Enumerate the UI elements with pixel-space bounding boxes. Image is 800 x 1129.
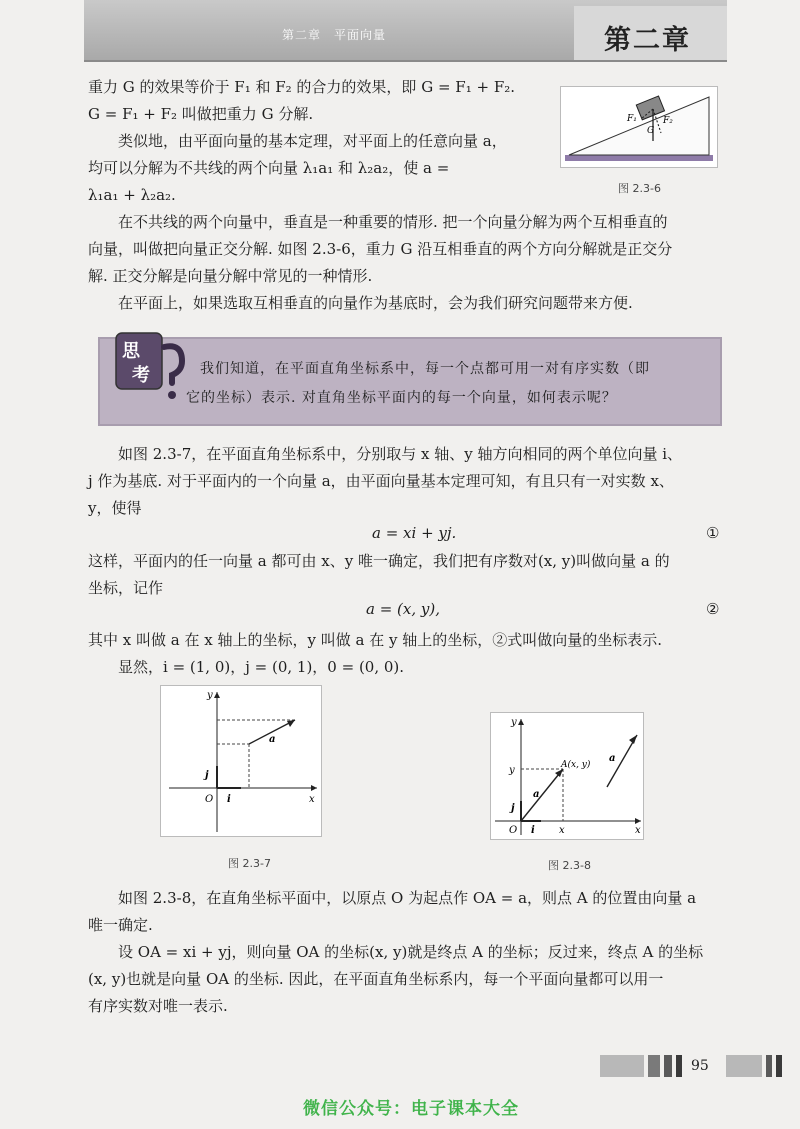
y-axis-arrow xyxy=(214,692,220,698)
block xyxy=(636,96,664,120)
origin-label: O xyxy=(509,825,518,836)
i-label: i xyxy=(227,794,231,805)
text-line: 解. 正交分解是向量分解中常见的一种情形. xyxy=(88,267,373,285)
i-label: i xyxy=(531,825,535,836)
vector-oa xyxy=(521,769,563,821)
x-tick-label: x xyxy=(559,825,565,836)
think-icon xyxy=(112,325,186,405)
text-line: 类似地，由平面向量的基本定理，对平面上的任意向量 a， xyxy=(118,132,507,150)
text-line: λ₁a₁ + λ₂a₂. xyxy=(88,186,176,204)
text-line: 重力 G 的效果等价于 F₁ 和 F₂ 的合力的效果，即 G = F₁ + F₂. xyxy=(88,78,516,96)
watermark: 微信公众号：电子课本大全 xyxy=(303,1099,519,1119)
a-label: a xyxy=(269,734,276,745)
x-axis-arrow xyxy=(635,818,641,824)
f2-label: F₂ xyxy=(663,116,673,126)
chapter-tab-label: 第二章 xyxy=(604,25,691,56)
figure-caption: 图 2.3-6 xyxy=(618,182,661,195)
x-axis-arrow xyxy=(311,785,317,791)
text-line: 均可以分解为不共线的两个向量 λ₁a₁ 和 λ₂a₂，使 a = xyxy=(88,159,450,177)
j-label: j xyxy=(205,770,209,781)
text-line: 唯一确定. xyxy=(88,916,153,934)
question-mark-icon xyxy=(164,346,182,383)
equation-2: a = (x, y), xyxy=(366,600,440,618)
text-line: 显然，i = (1, 0)，j = (0, 1)，0 = (0, 0). xyxy=(118,658,405,676)
text-line: 向量，叫做把向量正交分解. 如图 2.3-6，重力 G 沿互相垂直的两个方向分解就是正交分 xyxy=(88,240,673,258)
y-axis-label: y xyxy=(207,690,213,701)
figure-2-3-6 xyxy=(560,86,718,168)
text-line: 如图 2.3-7，在平面直角坐标系中，分别取与 x 轴、y 轴方向相同的两个单位向量 i、 xyxy=(118,445,683,463)
y-tick-label: y xyxy=(509,765,515,776)
text-line: 设 OA = xi + yj，则向量 OA 的坐标(x, y)就是终点 A 的坐标；反过来，终点 A 的坐标 xyxy=(118,943,704,961)
think-char-1: 思 xyxy=(122,341,140,362)
text-line: 坐标，记作 xyxy=(88,579,164,597)
ground-strip xyxy=(565,155,713,161)
equation-1: a = xi + yj. xyxy=(372,524,457,542)
think-text xyxy=(186,355,710,413)
header-title: 第二章 平面向量 xyxy=(282,28,387,42)
question-dot xyxy=(168,391,176,399)
a-free-label: a xyxy=(609,753,616,764)
figure-caption: 图 2.3-7 xyxy=(228,857,271,870)
point-a-label: A(x, y) xyxy=(561,760,591,770)
x-axis-label: x xyxy=(635,825,641,836)
text-line: 在平面上，如果选取互相垂直的向量作为基底时，会为我们研究问题带来方便. xyxy=(118,294,633,312)
text-line: j 作为基底. 对于平面内的一个向量 a，由平面向量基本定理可知，有且只有一对实数 x、 xyxy=(88,472,674,490)
y-axis-arrow xyxy=(518,719,524,725)
text-line: G = F₁ + F₂ 叫做把重力 G 分解. xyxy=(88,105,314,123)
text-line: 如图 2.3-8，在直角坐标平面中，以原点 O 为起点作 OA = a，则点 A 的位置由向量 a xyxy=(118,889,697,907)
text-line: 这样，平面内的任一向量 a 都可由 x、y 唯一确定，我们把有序数对(x, y)叫做向量 a 的 xyxy=(88,552,670,570)
equation-1-number: ① xyxy=(706,524,720,542)
figure-caption: 图 2.3-8 xyxy=(548,859,591,872)
figure-2-3-7 xyxy=(160,685,322,837)
text-line: y，使得 xyxy=(88,499,142,517)
g-label: G xyxy=(647,126,655,136)
y-axis-label: y xyxy=(511,717,517,728)
vector-oa-head xyxy=(555,769,563,777)
equation-2-number: ② xyxy=(706,600,720,618)
origin-label: O xyxy=(205,794,214,805)
chapter-tab xyxy=(574,6,727,60)
think-line-2: 它的坐标）表示. 对直角坐标平面内的每一个向量，如何表示呢？ xyxy=(186,390,617,406)
think-char-2: 考 xyxy=(132,365,150,386)
a-label: a xyxy=(533,789,540,800)
x-axis-label: x xyxy=(309,794,315,805)
think-line-1: 我们知道，在平面直角坐标系中，每一个点都可用一对有序实数（即 xyxy=(200,361,650,377)
j-label: j xyxy=(511,803,515,814)
f1-label: F₁ xyxy=(627,114,637,124)
text-line: (x, y)也就是向量 OA 的坐标. 因此，在平面直角坐标系内，每一个平面向量都可以用一 xyxy=(88,970,664,988)
vector-a-free-head xyxy=(629,735,637,744)
inclined-plane-diagram xyxy=(561,87,717,167)
text-line: 有序实数对唯一表示. xyxy=(88,997,228,1015)
text-line: 在不共线的两个向量中，垂直是一种重要的情形. 把一个向量分解为两个互相垂直的 xyxy=(118,213,668,231)
text-line: 其中 x 叫做 a 在 x 轴上的坐标，y 叫做 a 在 y 轴上的坐标，②式叫做向量的坐标表示. xyxy=(88,631,662,649)
figure-2-3-8 xyxy=(490,712,644,840)
page-number: 95 xyxy=(691,1058,709,1074)
